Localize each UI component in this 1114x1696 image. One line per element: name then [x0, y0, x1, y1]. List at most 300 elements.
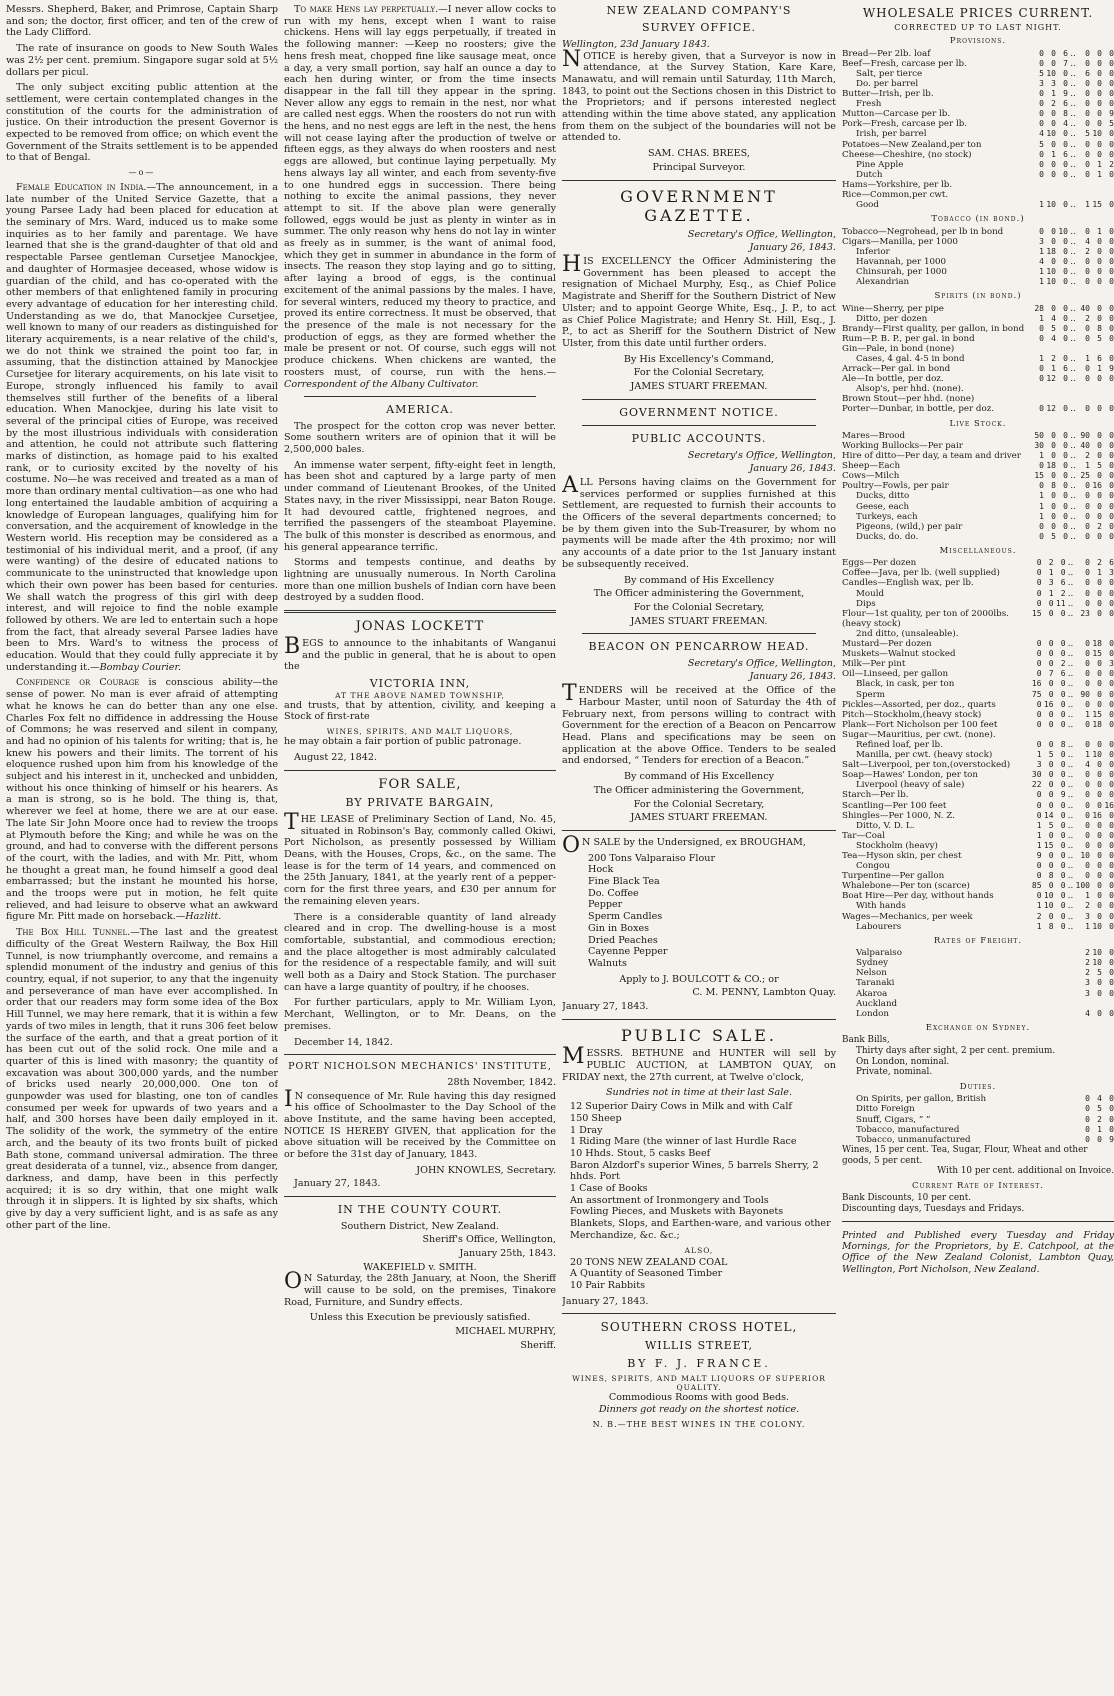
price-value: 1 [1036, 750, 1042, 760]
brougham-ad: ON SALE by the Undersigned, ex BROUGHAM, [562, 832, 806, 858]
price-value [1056, 190, 1068, 200]
price-value: 0 [1039, 169, 1044, 179]
price-row [842, 324, 1114, 334]
divider [842, 1221, 1114, 1222]
price-value: 0 [1039, 89, 1044, 99]
price-row [842, 431, 1114, 441]
price-separator: .. [1070, 491, 1076, 502]
price-value: 0 [1097, 851, 1102, 861]
price-value: 2 [1085, 968, 1090, 978]
price-value [1044, 344, 1056, 354]
price-value: 0 [1060, 639, 1066, 649]
price-row [842, 314, 1114, 324]
price-value: 2 [1085, 948, 1090, 958]
price-value: 0 [1039, 461, 1044, 471]
price-value: 0 [1097, 588, 1102, 598]
price-value: 0 [1109, 988, 1114, 998]
price-value: 1 [1085, 750, 1090, 760]
court-signature: MICHAEL MURPHY, [455, 1326, 556, 1338]
price-value: 0 [1039, 404, 1044, 414]
price-value: 0 [1097, 430, 1102, 440]
price-separator: .. [1070, 99, 1076, 110]
price-value: 0 [1060, 750, 1066, 760]
price-item: Manilla, per cwt. (heavy stock) [856, 750, 993, 761]
price-value: 0 [1097, 471, 1102, 481]
price-item: Liverpool (heavy of sale) [856, 780, 965, 791]
list-item: Baron Alzdorf's superior Wines, 5 barrels Sherry, 2 hhds. Port [570, 1159, 819, 1183]
price-value: 10 [1043, 901, 1054, 911]
price-value: 30 [1031, 770, 1042, 780]
price-item: Oil—Linseed, per gallon [842, 669, 949, 680]
accounts-command: By command of His Excellency [624, 574, 774, 586]
price-separator: .. [1070, 200, 1076, 211]
duty-note: With 10 per cent. additional on Invoice. [937, 1166, 1114, 1177]
price-value: 0 [1085, 521, 1090, 531]
public-sale-heading: PUBLIC SALE. [621, 1025, 777, 1045]
sale-p2: There is a considerable quantity of land already cleared and in crop. The dwelling-house is a most comfortable, substantial, and commodious erection; and the place altogether is most admirably calculated for the residence of a respectable family, and will suit well both as a Dairy and Stock Station. The purchaser can have a large quantity of poultry, if he chooses. [284, 911, 556, 993]
price-value: 0 [1063, 277, 1068, 287]
price-value: 0 [1109, 333, 1114, 343]
article-lead: Confidence or Courage [16, 677, 140, 689]
price-value: 0 [1051, 159, 1056, 169]
price-item: Coffee—Java, per lb. (well supplied) [842, 568, 1000, 579]
mechanics-date: 28th November, 1842. [447, 1076, 556, 1088]
price-value: 5 [1039, 68, 1044, 78]
price-row [842, 481, 1114, 491]
price-value: 0 [1085, 568, 1090, 578]
price-value: 0 [1048, 608, 1054, 618]
price-item: Sydney [856, 958, 889, 969]
price-value: 0 [1109, 719, 1114, 729]
price-value [1090, 180, 1102, 190]
price-value: 0 [1097, 871, 1102, 881]
price-item: Wages—Mechanics, per week [842, 911, 973, 922]
price-row [842, 881, 1114, 891]
price-row [842, 801, 1114, 811]
price-separator: .. [1070, 471, 1076, 482]
price-value: 3 [1085, 911, 1090, 921]
price-value: 0 [1109, 598, 1114, 608]
price-separator [1066, 629, 1076, 639]
price-value [1042, 730, 1054, 740]
price-row [842, 978, 1114, 988]
price-separator: .. [1070, 119, 1076, 130]
price-value: 0 [1085, 139, 1090, 149]
price-value [1032, 344, 1044, 354]
price-value: 0 [1048, 770, 1054, 780]
price-separator: .. [1070, 139, 1076, 150]
freight-table [842, 948, 1114, 1019]
price-value: 0 [1085, 374, 1090, 384]
mechanics-notice: IN consequence of Mr. Rule having this day resigned his office of Schoolmaster to the Day School of the above Institute, and the same having been accepted, NOTICE IS HEREBY GIVEN, that application for the above situation will be received by the Committee on or before the 31st day of January, 1843. [284, 1086, 556, 1161]
price-row [842, 891, 1114, 901]
price-value: 0 [1085, 719, 1090, 729]
livestock-table [842, 431, 1114, 542]
prices-title: WHOLESALE PRICES CURRENT. [862, 6, 1094, 20]
price-value: 0 [1051, 256, 1056, 266]
price-item: Nelson [856, 968, 887, 979]
price-value: 0 [1063, 451, 1068, 461]
price-value: 15 [1092, 200, 1102, 210]
price-value: 5 [1097, 461, 1102, 471]
price-value [1090, 344, 1102, 354]
price-separator [1068, 344, 1078, 354]
price-item: Tobacco—Negrohead, per lb in bond [842, 226, 1004, 237]
price-value: 0 [1097, 491, 1102, 501]
price-value: 5 [1097, 333, 1102, 343]
price-value: 0 [1097, 277, 1102, 287]
price-item: Salt, per tierce [856, 68, 923, 79]
price-row [842, 790, 1114, 800]
price-value: 0 [1109, 851, 1114, 861]
price-value: 0 [1036, 719, 1042, 729]
price-value: 5 [1085, 129, 1090, 139]
price-value: 2 [1085, 958, 1090, 968]
price-value [1056, 384, 1068, 394]
price-separator: .. [1070, 159, 1076, 170]
price-value: 1 [1097, 226, 1102, 236]
price-value: 0 [1109, 430, 1114, 440]
price-separator: .. [1067, 790, 1074, 801]
price-value: 0 [1109, 948, 1114, 958]
price-item: Mould [856, 588, 885, 599]
price-value: 0 [1039, 481, 1044, 491]
accounts-office: Secretary's Office, Wellington, [687, 449, 836, 461]
price-value: 0 [1097, 669, 1102, 679]
price-value: 0 [1085, 739, 1090, 749]
price-value: 0 [1060, 649, 1066, 659]
price-separator: .. [1067, 588, 1074, 599]
price-row [842, 257, 1114, 267]
price-separator: .. [1067, 639, 1074, 650]
price-value: 10 [1080, 851, 1090, 861]
price-item: Gin—Pale, in bond (none) [842, 343, 955, 354]
price-separator: .. [1070, 531, 1076, 542]
price-value [1078, 180, 1090, 190]
price-value: 0 [1048, 881, 1054, 891]
price-row [842, 277, 1114, 287]
divider [284, 1196, 556, 1197]
hotel-dinners: Dinners got ready on the shortest notice. [598, 1403, 800, 1415]
price-value: 23 [1080, 608, 1090, 618]
column-1 [6, 4, 278, 1692]
price-row [842, 871, 1114, 881]
price-value: 3 [1109, 568, 1114, 578]
divider [284, 610, 556, 613]
price-value: 0 [1097, 119, 1102, 129]
price-value: 40 [1080, 441, 1090, 450]
price-value: 1 [1051, 149, 1056, 159]
price-item: Valparaiso [856, 948, 902, 959]
price-value: 0 [1109, 491, 1114, 501]
price-item: Brown Stout—per hhd. (none) [842, 394, 975, 405]
price-value: 0 [1060, 699, 1066, 709]
price-item: Cigars—Manilla, per 1000 [842, 236, 958, 247]
price-separator: .. [1067, 719, 1074, 730]
victoria-text: and trusts, that by attention, civility, and keeping a Stock of first-rate [284, 699, 556, 723]
price-item: Ducks, ditto [856, 491, 910, 502]
price-separator: .. [1070, 313, 1076, 324]
price-value: 0 [1109, 277, 1114, 287]
price-row [842, 901, 1114, 911]
price-value: 0 [1051, 169, 1056, 179]
price-value: 1 [1039, 353, 1044, 363]
price-row [842, 374, 1114, 384]
price-value: 0 [1051, 511, 1056, 521]
price-value: 1 [1039, 451, 1044, 461]
beacon-date: January 26, 1843. [749, 671, 836, 683]
price-value: 0 [1085, 578, 1090, 588]
price-item: London [856, 1008, 889, 1019]
price-row [842, 568, 1114, 578]
price-value: 0 [1109, 226, 1114, 236]
price-separator: .. [1067, 861, 1074, 872]
price-value: 0 [1097, 256, 1102, 266]
price-value: 0 [1085, 639, 1090, 649]
price-value: 1 [1085, 353, 1090, 363]
price-value: 0 [1063, 531, 1068, 541]
price-value: 0 [1048, 719, 1054, 729]
price-value: 0 [1036, 659, 1042, 669]
section-provisions: Provisions. [949, 36, 1007, 47]
price-item: Tobacco, unmanufactured [856, 1134, 971, 1145]
price-value: 0 [1097, 861, 1102, 871]
price-value: 3 [1039, 236, 1044, 246]
price-value: 0 [1109, 323, 1114, 333]
price-row [842, 720, 1114, 730]
survey-heading-2: SURVEY OFFICE. [642, 21, 756, 35]
price-value [1102, 344, 1114, 354]
list-item: Blankets, Slops, and Earthen-ware, and various other Merchandize, &c. &c.; [570, 1218, 831, 1241]
price-value: 0 [1109, 978, 1114, 988]
price-value: 0 [1097, 988, 1102, 998]
price-value: 0 [1097, 699, 1102, 709]
hotel-rooms: Commodious Rooms with good Beds. [608, 1392, 790, 1404]
price-item: Inferior [856, 246, 890, 257]
price-value: 0 [1085, 89, 1090, 99]
price-value: 0 [1109, 451, 1114, 461]
list-item: 1 Dray [570, 1124, 603, 1136]
price-value: 0 [1039, 333, 1044, 343]
price-value: 4 [1063, 119, 1068, 129]
price-value: 0 [1051, 109, 1056, 119]
price-value: 0 [1085, 679, 1090, 689]
price-row [842, 851, 1114, 861]
price-value: 4 [1039, 256, 1044, 266]
price-value: 2 [1051, 99, 1056, 109]
price-item: Ditto, V. D. L. [856, 820, 915, 831]
sale-subheading: BY PRIVATE BARGAIN, [345, 796, 495, 810]
price-value: 5 [1097, 968, 1102, 978]
price-separator: .. [1067, 608, 1074, 619]
price-row [842, 639, 1114, 649]
column-4 [842, 4, 1114, 1692]
price-item: Akaroa [856, 988, 888, 999]
price-value: 1 [1048, 588, 1054, 598]
price-value: 0 [1097, 891, 1102, 901]
price-value: 0 [1109, 139, 1114, 149]
price-value: 0 [1109, 511, 1114, 521]
price-value: 0 [1085, 333, 1090, 343]
price-value: 0 [1048, 689, 1054, 699]
price-value: 0 [1109, 780, 1114, 790]
price-value: 0 [1085, 277, 1090, 287]
section-freight: Rates of Freight. [933, 935, 1023, 946]
price-value: 0 [1097, 760, 1102, 770]
price-row [842, 180, 1114, 190]
price-value: 0 [1109, 303, 1114, 313]
price-value: 0 [1085, 119, 1090, 129]
list-item: 10 Pair Rabbits [570, 1280, 645, 1292]
price-value: 0 [1085, 558, 1090, 568]
divider [562, 830, 836, 831]
price-value: 0 [1039, 119, 1044, 129]
imprint: Printed and Published every Tuesday and Friday Mornings, for the Proprietors, by E. Catchpool, at the Office of the New Zealand Colonist, Lambton Quay, Wellington, Port Nicholson, New Zealand. [842, 1229, 1114, 1275]
price-row [842, 999, 1114, 1009]
price-value: 2 [1109, 159, 1114, 169]
price-item: Rum—P. B. P., per gal. in bond [842, 333, 975, 344]
list-item: 1 Case of Books [570, 1183, 648, 1195]
price-value: 0 [1063, 256, 1068, 266]
price-value: 0 [1060, 719, 1066, 729]
price-value: 7 [1048, 669, 1054, 679]
price-value: 0 [1109, 958, 1114, 968]
price-value: 11 [1055, 598, 1066, 608]
price-item: With hands [856, 901, 906, 912]
price-separator: .. [1070, 226, 1076, 237]
price-value: 0 [1085, 800, 1090, 810]
price-value: 0 [1109, 200, 1114, 210]
price-row [842, 1094, 1114, 1104]
price-value: 0 [1085, 159, 1090, 169]
price-value: 0 [1051, 139, 1056, 149]
price-value: 0 [1097, 598, 1102, 608]
price-value [1044, 384, 1056, 394]
price-value: 9 [1036, 851, 1042, 861]
accounts-command-2: The Officer administering the Government, [593, 588, 805, 600]
price-value: 0 [1109, 313, 1114, 323]
price-separator: .. [1070, 89, 1076, 100]
price-value: 0 [1085, 48, 1090, 58]
price-item: Pork—Fresh, carcase per lb. [842, 119, 968, 130]
price-row [842, 1009, 1114, 1019]
price-row [842, 140, 1114, 150]
price-value: 0 [1036, 588, 1042, 598]
price-separator: .. [1070, 149, 1076, 160]
mechanics-signature: JOHN KNOWLES, Secretary. [416, 1164, 556, 1176]
price-value: 0 [1048, 639, 1054, 649]
price-value: 0 [1060, 800, 1066, 810]
price-row [842, 679, 1114, 689]
price-item: Soap—Hawes' London, per ton [842, 770, 978, 781]
price-value: 10 [1092, 750, 1102, 760]
price-value: 1 [1036, 830, 1042, 840]
court-heading: IN THE COUNTY COURT. [337, 1203, 503, 1217]
price-value: 0 [1085, 511, 1090, 521]
accounts-date: January 26, 1843. [749, 463, 836, 475]
price-item: Good [856, 200, 879, 211]
price-row [842, 958, 1114, 968]
price-value: 16 [1092, 810, 1102, 820]
survey-heading: NEW ZEALAND COMPANY'S [606, 4, 792, 17]
price-value: 0 [1109, 871, 1114, 881]
price-value [1042, 629, 1054, 639]
jonas-date: August 22, 1842. [294, 751, 378, 763]
price-value: 1 [1085, 891, 1090, 901]
price-value: 4 [1085, 1008, 1090, 1018]
price-value: 2 [1085, 451, 1090, 461]
price-separator: .. [1067, 679, 1074, 690]
public-sale-date: January 27, 1843. [562, 1295, 649, 1307]
price-value: 9 [1063, 89, 1068, 99]
price-row [842, 730, 1114, 740]
price-value: 0 [1097, 881, 1102, 891]
price-separator: .. [1070, 246, 1076, 257]
price-value [1056, 180, 1068, 190]
price-value: 0 [1109, 699, 1114, 709]
accounts-signature: JAMES STUART FREEMAN. [630, 615, 768, 627]
court-signature-title: Sheriff. [520, 1339, 556, 1351]
price-value: 6 [1063, 48, 1068, 58]
price-value: 0 [1109, 830, 1114, 840]
price-value: 0 [1085, 323, 1090, 333]
price-value: 0 [1085, 481, 1090, 491]
price-row [842, 912, 1114, 922]
price-value: 0 [1060, 891, 1066, 901]
price-value: 0 [1109, 760, 1114, 770]
price-value: 0 [1097, 739, 1102, 749]
price-separator: .. [1067, 800, 1074, 811]
list-item: Fine Black Tea [588, 876, 660, 888]
price-value: 0 [1039, 159, 1044, 169]
price-value: 2 [1048, 558, 1054, 568]
price-value: 0 [1097, 451, 1102, 461]
price-value: 0 [1036, 568, 1042, 578]
price-value: 0 [1109, 891, 1114, 901]
price-item: On Spirits, per gallon, British [856, 1094, 987, 1105]
price-value [1102, 384, 1114, 394]
price-value: 28 [1034, 303, 1044, 313]
price-value: 0 [1063, 521, 1068, 531]
price-value [1090, 384, 1102, 394]
price-row [842, 811, 1114, 821]
price-value: 0 [1097, 313, 1102, 323]
price-value: 0 [1097, 109, 1102, 119]
price-separator: .. [1070, 169, 1076, 180]
price-value: 1 [1097, 568, 1102, 578]
price-row [842, 471, 1114, 481]
price-item: Mares—Brood [842, 430, 906, 441]
price-value: 1 [1039, 246, 1044, 256]
price-row [842, 394, 1114, 404]
price-value: 0 [1097, 689, 1102, 699]
price-value: 0 [1097, 1134, 1102, 1144]
confidence-article: Confidence or Courage is conscious ability—the sense of power. No man is ever afraid of attempting what he knows he can do better than any one else. Charles Fox felt no diffidence in addressing the House of Commons; he was reserved and silent in company, and had no opinion of his talents for writing; that is, he knew his powers and their limits. The torrent of his eloquence rushed upon him from his knowledge of the subject and his interest in it, unchecked and unbidden, without his once thinking of himself or his hearers. As a man is strong, so is he bold. The thing is, that, wherever we feel at home, there we are at our ease. The late Sir John Moore once had to review the troops at Plymouth before the King; and while he was on the ground, and had to converse with the different persons of the court, with the ladies, and with Mr. Pitt, whom he thought a great man, he found himself a good deal embarrassed; but the instant he mounted his horse, and the troops were put in motion, he felt quite relieved, and had leisure to observe what an awkward figure Mr. Pitt made on horseback.—Hazlitt. [6, 677, 278, 923]
price-row [842, 700, 1114, 710]
price-separator: .. [1070, 511, 1076, 522]
divider [562, 1313, 836, 1314]
price-value [1032, 190, 1044, 200]
price-value: 1 [1036, 901, 1042, 911]
price-value: 0 [1063, 129, 1068, 139]
price-value: 0 [1097, 770, 1102, 780]
price-item: Rice—Common,per cwt. [842, 190, 949, 201]
price-item: Scantling—Per 100 feet [842, 800, 947, 811]
price-row [842, 512, 1114, 522]
price-item: Sugar—Mauritius, per cwt. (none). [842, 729, 996, 740]
price-value: 1 [1036, 840, 1042, 850]
price-value: 0 [1109, 770, 1114, 780]
